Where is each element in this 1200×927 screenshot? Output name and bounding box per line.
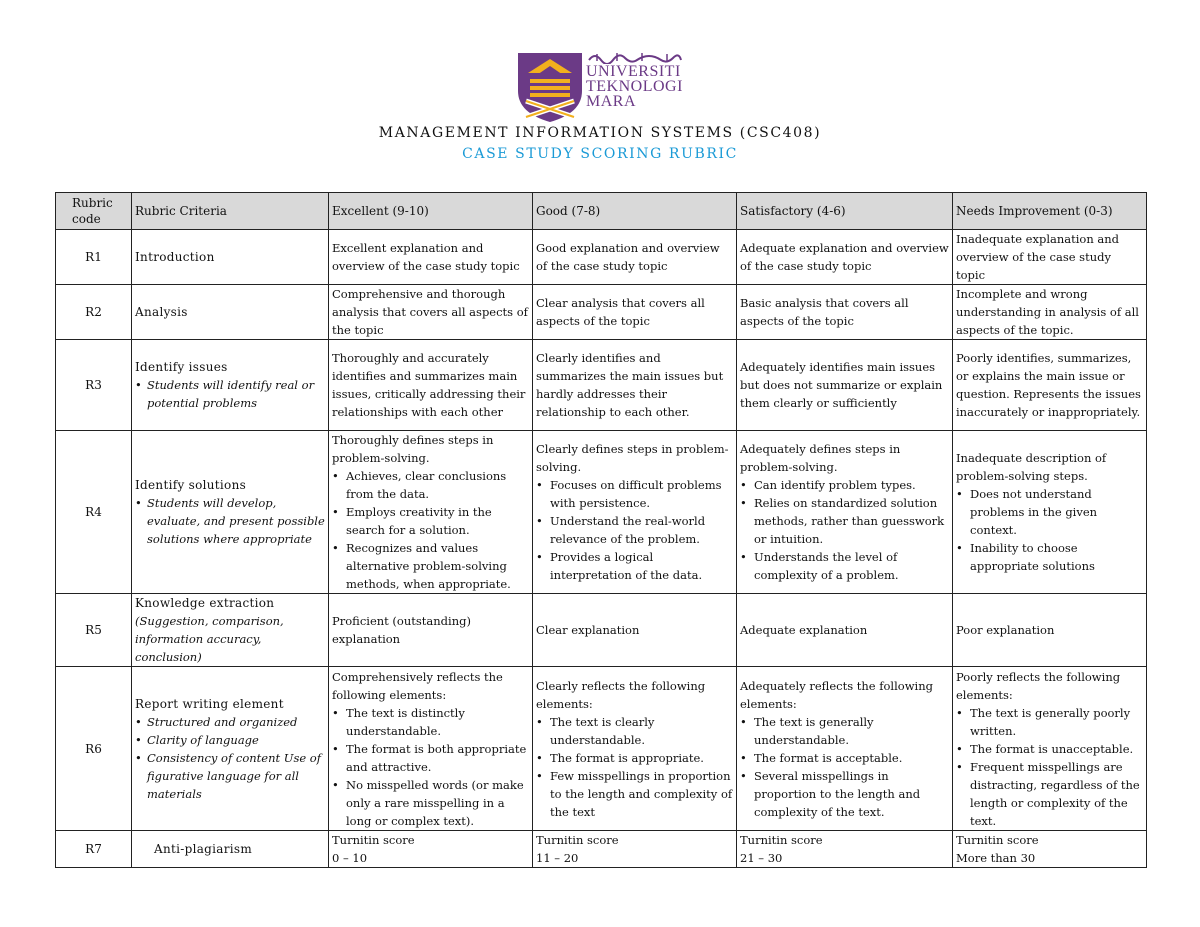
cell-bullet: • Few misspellings in proportion to the length and complexity of the text: [550, 767, 733, 821]
rubric-code: R4: [56, 431, 132, 594]
rubric-criteria: [132, 431, 329, 594]
cell-intro: Comprehensively reflects the following elements:: [332, 669, 503, 702]
cell-bullet: • The format is appropriate.: [550, 749, 733, 767]
cell-bullet: • Inability to choose appropriate solutions: [970, 539, 1143, 575]
cell-intro: Adequately defines steps in problem-solving.: [740, 442, 901, 474]
header-excellent: Excellent (9-10): [329, 193, 533, 230]
satisfactory-cell: Adequate explanation and overview of the case study topic: [737, 230, 953, 285]
excellent-cell: Thoroughly and accurately identifies and summarizes main issues, critically addressing their relationships with each other: [329, 340, 533, 431]
satisfactory-cell: [737, 431, 953, 594]
criteria-note: (Suggestion, comparison, information accuracy, conclusion): [135, 614, 284, 664]
score-label: Turnitin score: [332, 833, 415, 847]
cell-bullet: • The text is distinctly understandable.: [346, 704, 529, 740]
satisfactory-cell: [737, 831, 953, 868]
rubric-code: R3: [56, 340, 132, 431]
table-row: [56, 667, 1147, 831]
criteria-name: Anti-plagiarism: [154, 842, 253, 856]
criteria-bullet: • Students will develop, evaluate, and present possible solutions where appropriate: [147, 494, 325, 548]
excellent-cell: Comprehensive and thorough analysis that covers all aspects of the topic: [329, 285, 533, 340]
cell-bullet: • Several misspellings in proportion to the length and complexity of the text.: [754, 767, 949, 821]
needs-improvement-cell: [953, 667, 1147, 831]
excellent-cell: Excellent explanation and overview of the case study topic: [329, 230, 533, 285]
rubric-code: R2: [56, 285, 132, 340]
rubric-criteria: [132, 594, 329, 667]
good-cell: Clearly identifies and summarizes the main issues but hardly addresses their relationship to each other.: [533, 340, 737, 431]
table-header-row: [56, 193, 1147, 230]
cell-bullet: • The text is clearly understandable.: [550, 713, 733, 749]
cell-bullet: • Understand the real-world relevance of the problem.: [550, 512, 733, 548]
cell-bullet: • The format is unacceptable.: [970, 740, 1143, 758]
good-cell: Clear explanation: [533, 594, 737, 667]
cell-bullet: • Frequent misspellings are distracting, regardless of the length or complexity of the text.: [970, 758, 1143, 830]
cell-bullets: [740, 713, 949, 821]
satisfactory-cell: [737, 667, 953, 831]
header-criteria: Rubric Criteria: [132, 193, 329, 230]
rubric-criteria: [132, 285, 329, 340]
score-range: 0 – 10: [332, 851, 368, 865]
score-range: More than 30: [956, 851, 1036, 865]
criteria-name: Knowledge extraction: [135, 596, 275, 610]
cell-bullet: • Does not understand problems in the given context.: [970, 485, 1143, 539]
score-range: 11 – 20: [536, 851, 579, 865]
excellent-cell: Proficient (outstanding) explanation: [329, 594, 533, 667]
course-title: MANAGEMENT INFORMATION SYSTEMS (CSC408): [378, 125, 822, 141]
rubric-criteria: [132, 831, 329, 868]
score-label: Turnitin score: [536, 833, 619, 847]
cell-bullet: • The format is acceptable.: [754, 749, 949, 767]
criteria-bullets: [135, 713, 325, 803]
rubric-code: R1: [56, 230, 132, 285]
cell-intro: Clearly defines steps in problem-solving.: [536, 442, 729, 474]
table-row: [56, 230, 1147, 285]
rubric-table: [55, 192, 1147, 868]
cell-intro: Inadequate description of problem-solving steps.: [956, 451, 1107, 483]
criteria-name: Report writing element: [135, 696, 284, 711]
cell-bullets: [956, 485, 1143, 575]
good-cell: [533, 831, 737, 868]
cell-bullet: • Understands the level of complexity of a problem.: [754, 548, 949, 584]
header-code: Rubric code: [56, 193, 132, 230]
document-title: CASE STUDY SCORING RUBRIC: [462, 146, 738, 162]
rubric-criteria: [132, 230, 329, 285]
cell-bullets: [536, 476, 733, 584]
cell-intro: Poorly reflects the following elements:: [956, 669, 1121, 702]
satisfactory-cell: Adequate explanation: [737, 594, 953, 667]
cell-bullet: • Relies on standardized solution methods, rather than guesswork or intuition.: [754, 494, 949, 548]
cell-intro: Thoroughly defines steps in problem-solving.: [332, 433, 494, 465]
good-cell: Clear analysis that covers all aspects of the topic: [533, 285, 737, 340]
score-label: Turnitin score: [956, 833, 1039, 847]
rubric-code: R7: [56, 831, 132, 868]
needs-improvement-cell: [953, 831, 1147, 868]
excellent-cell: [329, 667, 533, 831]
university-name-line: UNIVERSITI: [586, 63, 681, 80]
score-label: Turnitin score: [740, 833, 823, 847]
criteria-bullet: • Clarity of language: [147, 731, 325, 749]
cell-bullets: [332, 704, 529, 830]
satisfactory-cell: Basic analysis that covers all aspects of the topic: [737, 285, 953, 340]
criteria-name: Identify issues: [135, 360, 228, 374]
rubric-code: R5: [56, 594, 132, 667]
cell-bullet: • The text is generally understandable.: [754, 713, 949, 749]
score-range: 21 – 30: [740, 851, 783, 865]
cell-intro: Clearly reflects the following elements:: [536, 678, 706, 711]
cell-bullet: • Can identify problem types.: [754, 476, 949, 494]
cell-bullet: • Focuses on difficult problems with persistence.: [550, 476, 733, 512]
header-needs-improvement: Needs Improvement (0-3): [953, 193, 1147, 230]
needs-improvement-cell: Poor explanation: [953, 594, 1147, 667]
criteria-bullet: • Consistency of content Use of figurative language for all materials: [147, 749, 325, 803]
university-name-line: MARA: [586, 93, 637, 110]
table-row: [56, 340, 1147, 431]
university-name-line: TEKNOLOGI: [586, 78, 683, 95]
needs-improvement-cell: [953, 431, 1147, 594]
good-cell: Good explanation and overview of the case study topic: [533, 230, 737, 285]
excellent-cell: [329, 831, 533, 868]
table-row: [56, 431, 1147, 594]
needs-improvement-cell: Inadequate explanation and overview of the case study topic: [953, 230, 1147, 285]
cell-intro: Adequately reflects the following elements:: [740, 678, 933, 711]
cell-bullets: [740, 476, 949, 584]
arabic-calligraphy-mark: [587, 50, 683, 64]
excellent-cell: [329, 431, 533, 594]
good-cell: [533, 431, 737, 594]
table-row: [56, 285, 1147, 340]
criteria-name: Analysis: [135, 305, 188, 319]
criteria-name: Introduction: [135, 250, 215, 264]
cell-bullets: [536, 713, 733, 821]
cell-bullet: • Achieves, clear conclusions from the data.: [346, 467, 529, 503]
cell-bullet: • The text is generally poorly written.: [970, 704, 1143, 740]
needs-improvement-cell: Incomplete and wrong understanding in analysis of all aspects of the topic.: [953, 285, 1147, 340]
rubric-criteria: [132, 340, 329, 431]
criteria-name: Identify solutions: [135, 478, 247, 492]
criteria-bullets: [135, 376, 325, 412]
satisfactory-cell: Adequately identifies main issues but does not summarize or explain them clearly or sufficiently: [737, 340, 953, 431]
cell-bullet: • Employs creativity in the search for a solution.: [346, 503, 529, 539]
rubric-criteria: [132, 667, 329, 831]
cell-bullet: • No misspelled words (or make only a rare misspelling in a long or complex text).: [346, 776, 529, 830]
rubric-code: R6: [56, 667, 132, 831]
cell-bullet: • Provides a logical interpretation of the data.: [550, 548, 733, 584]
cell-bullets: [332, 467, 529, 593]
needs-improvement-cell: Poorly identifies, summarizes, or explains the main issue or question. Represents the issues inaccurately or inappropriately.: [953, 340, 1147, 431]
table-row: [56, 594, 1147, 667]
criteria-bullet: • Students will identify real or potential problems: [147, 376, 325, 412]
cell-bullet: • The format is both appropriate and attractive.: [346, 740, 529, 776]
cell-bullet: • Recognizes and values alternative problem-solving methods, when appropriate.: [346, 539, 529, 593]
header-satisfactory: Satisfactory (4-6): [737, 193, 953, 230]
table-row: [56, 831, 1147, 868]
good-cell: [533, 667, 737, 831]
criteria-bullets: [135, 494, 325, 548]
cell-bullets: [956, 704, 1143, 830]
criteria-bullet: • Structured and organized: [147, 713, 325, 731]
university-name: [586, 64, 683, 109]
header-good: Good (7-8): [533, 193, 737, 230]
